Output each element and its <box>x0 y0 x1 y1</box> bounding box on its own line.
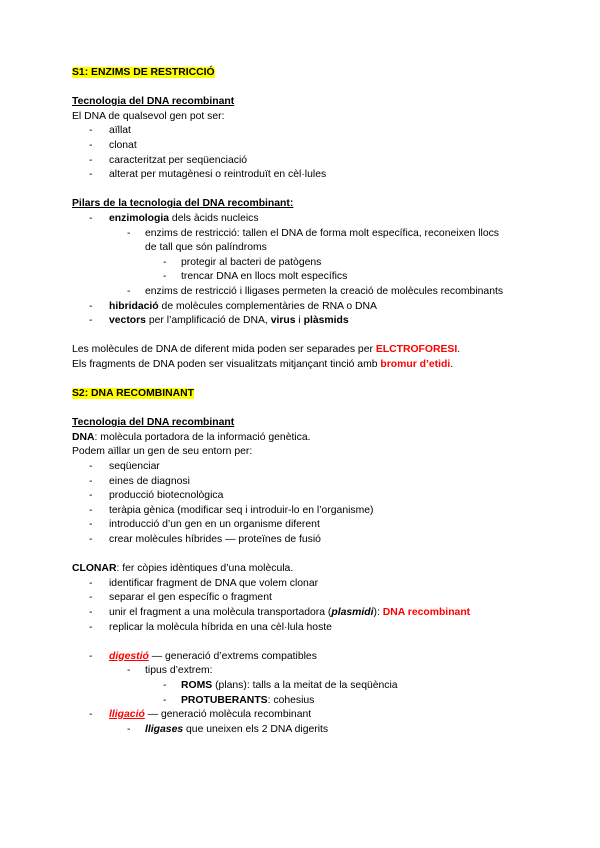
list-item: - tipus d’extrem: <box>127 665 213 677</box>
list-item: - identificar fragment de DNA que volem clonar <box>89 577 319 589</box>
list-item-digestio: - digestió — generació d’extrems compatibles <box>89 650 317 662</box>
list-item-continuation: de tall que són palíndroms <box>145 242 267 254</box>
list-item: - trencar DNA en llocs molt específics <box>163 271 348 283</box>
list-item: - crear molècules híbrides — proteïnes de fusió <box>89 534 321 545</box>
dna-definition: DNA: molècula portadora de la informació genètica. <box>72 431 311 443</box>
list-item: - enzimologia dels àcids nucleics <box>89 212 259 224</box>
list-item: - enzims de restricció: tallen el DNA de forma molt específica, reconeixen llocs <box>127 227 500 239</box>
list-item: - replicar la molècula híbrida en una cèl·lula hoste <box>89 621 332 633</box>
list-item: - clonat <box>89 139 137 151</box>
intro-text-2: Podem aïllar un gen de seu entorn per: <box>72 446 253 458</box>
subheading-pilars: Pilars de la tecnologia del DNA recombinant: <box>72 198 294 210</box>
list-item: - caracteritzat per seqüenciació <box>89 154 248 166</box>
subheading-tecnologia-2: Tecnologia del DNA recombinant <box>72 417 235 429</box>
list-item: - enzims de restricció i lligases permeten la creació de molècules recombinants <box>127 285 504 297</box>
section-2-heading: S2: DNA RECOMBINANT <box>72 388 194 400</box>
list-item: - seqüenciar <box>89 461 160 473</box>
intro-text: El DNA de qualsevol gen pot ser: <box>72 110 225 122</box>
electroforesi-text: Les molècules de DNA de diferent mida poden ser separades per ELCTROFORESI. <box>72 344 461 356</box>
list-item: - aïllat <box>89 125 131 137</box>
list-item: - unir el fragment a una molècula transportadora (plasmidi): DNA recombinant <box>89 606 471 618</box>
section-1-heading: S1: ENZIMS DE RESTRICCIÓ <box>72 67 215 78</box>
subheading-tecnologia: Tecnologia del DNA recombinant <box>72 96 235 108</box>
list-item: - alterat per mutagènesi o reintroduït en cèl·lules <box>89 169 327 181</box>
list-item: - producció biotecnològica <box>89 490 224 502</box>
list-item: - lligases que uneixen els 2 DNA digerits <box>127 723 329 735</box>
list-item: - teràpia gènica (modificar seq i introduir-lo en l’organisme) <box>89 504 374 516</box>
list-item: - introducció d’un gen en un organisme diferent <box>89 519 320 531</box>
list-item-lligacio: - lligació — generació molècula recombinant <box>89 709 312 721</box>
list-item: - vectors per l’amplificació de DNA, virus i plàsmids <box>89 315 349 327</box>
list-item: - hibridació de molècules complementàries de RNA o DNA <box>89 300 377 312</box>
list-item: - separar el gen específic o fragment <box>89 592 272 604</box>
list-item: - protegir al bacteri de patògens <box>163 256 322 268</box>
clonar-definition: CLONAR: fer còpies idèntiques d’una molècula. <box>72 563 294 575</box>
list-item: - eines de diagnosi <box>89 475 190 487</box>
bromur-text: Els fragments de DNA poden ser visualitzats mitjançant tinció amb bromur d’etidi. <box>72 358 454 370</box>
list-item: - ROMS (plans): talls a la meitat de la seqüència <box>163 679 398 691</box>
list-item: - PROTUBERANTS: cohesius <box>163 694 315 706</box>
document-page <box>72 66 542 737</box>
